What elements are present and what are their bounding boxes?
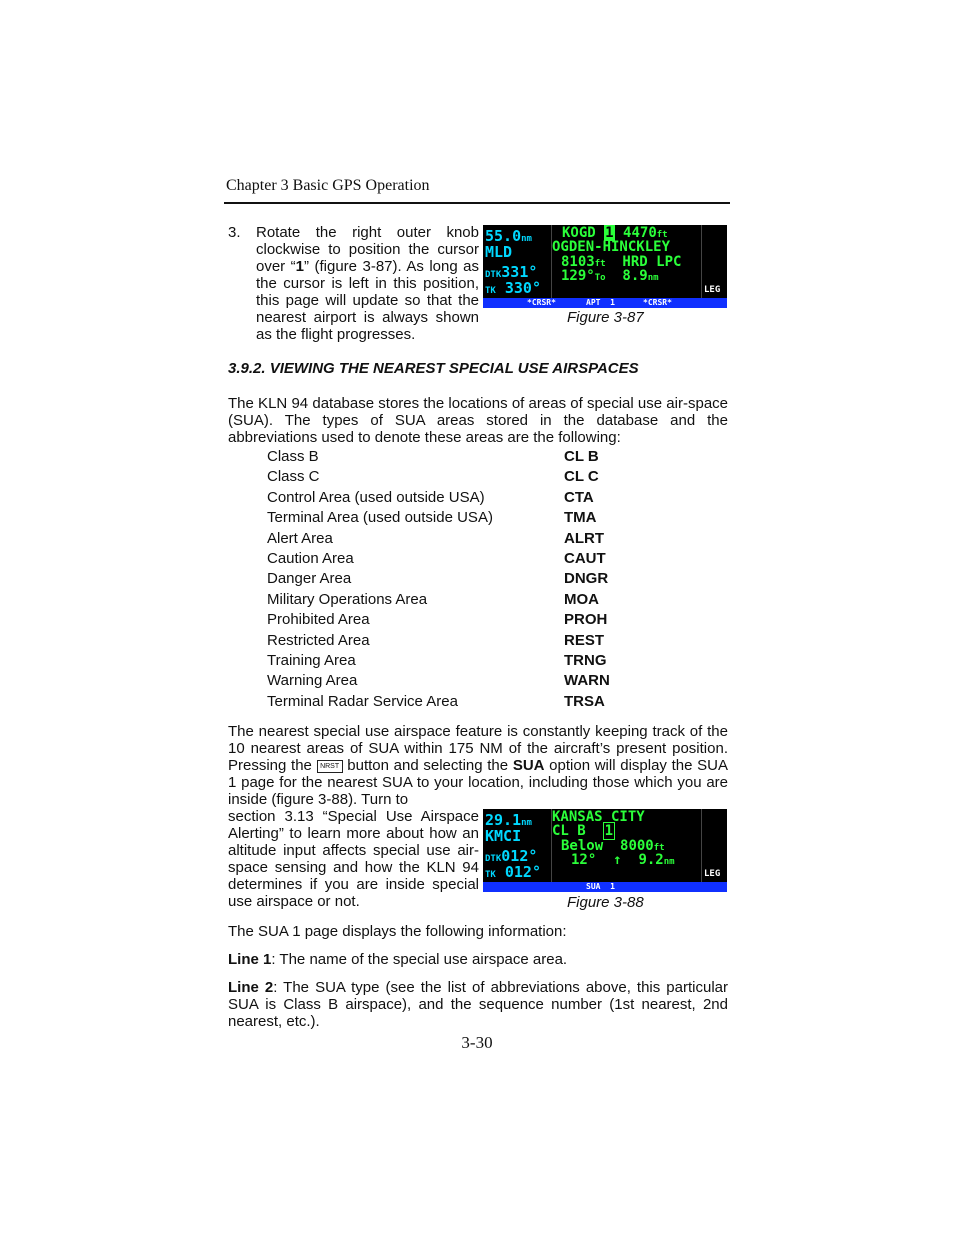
sua-type-abbreviation: REST xyxy=(564,631,605,649)
bearing-line: 12° ↑ 9.2nm xyxy=(571,852,675,868)
figure-3-88-caption: Figure 3-88 xyxy=(567,894,644,911)
sua-type-name: Military Operations Area xyxy=(267,590,428,608)
sua1-intro: The SUA 1 page displays the following information: xyxy=(228,923,567,940)
waypoint-ident: MLD xyxy=(485,243,513,261)
sua-type-abbreviation: PROH xyxy=(564,611,608,629)
sua-type-name: Alert Area xyxy=(267,529,333,547)
leg-indicator: LEG xyxy=(704,869,721,879)
sua-type-row xyxy=(267,448,667,468)
waypoint-ident: KMCI xyxy=(485,827,522,845)
step-number: 3. xyxy=(228,224,241,241)
airport-name-line: OGDEN-HINCKLEY xyxy=(552,239,671,255)
sua-type-abbreviation: WARN xyxy=(564,672,610,690)
sua-type-row xyxy=(267,672,667,692)
sua-type-name: Class C xyxy=(267,468,320,486)
sua-type-row xyxy=(267,652,667,672)
sua-type-row xyxy=(267,693,667,713)
sua-type-row xyxy=(267,509,667,529)
altitude-line: Below 8000ft xyxy=(561,838,665,854)
sua-type-abbreviation: TRSA xyxy=(564,692,605,710)
step-3-text: Rotate the right outer knob clockwise to position the cursor over “1” (figure 3-87). As long as the cursor is left in this position, this page will update so that the nearest airport is always shown as the flight progresses. xyxy=(256,224,480,343)
line1-description: Line 1: The name of the special use airspace area. xyxy=(228,951,568,968)
tk-readout: TK 330° xyxy=(485,279,541,297)
sua-type-abbreviation: TMA xyxy=(564,509,597,527)
nearest-sua-paragraph: The nearest special use airspace feature is constantly keeping track of the 10 nearest areas of SUA within 175 NM of the aircraft’s present position. Pressing the NRST button and selecting the SUA option will display the SUA 1 page for the nearest SUA to your location, including those which you are inside (figure 3-88). Turn to xyxy=(228,723,728,808)
sua-type-abbreviation: CL C xyxy=(564,468,599,486)
sequence-number: 1 xyxy=(604,823,614,839)
sua-type-abbreviation: CAUT xyxy=(564,549,606,567)
line2-description: Line 2: The SUA type (see the list of abbreviations above, this particular SUA is Class B airspace), and the sequence number (1st nearest, 2nd nearest, etc.). xyxy=(228,979,728,1030)
sua-type-row xyxy=(267,632,667,652)
sua-type-name: Control Area (used outside USA) xyxy=(267,488,485,506)
sua-type-name: Training Area xyxy=(267,651,356,669)
kln94-screen-apt1 xyxy=(483,225,727,308)
sua-name-line: KANSAS CITY xyxy=(552,809,645,825)
dtk-readout: DTK331° xyxy=(485,263,538,281)
sua-type-list xyxy=(267,448,667,713)
sua-type-abbreviation: CTA xyxy=(564,488,594,506)
sua-type-row xyxy=(267,611,667,631)
alerting-paragraph: section 3.13 “Special Use Airspace Alerting” to learn more about how an altitude input affects special use air-space sensing and how the KLN 94 determines if you are inside special use airspace or not. xyxy=(228,808,479,910)
sua-type-name: Warning Area xyxy=(267,672,358,690)
sua-type-name: Terminal Radar Service Area xyxy=(267,692,458,710)
distance-readout: 29.1nm xyxy=(485,811,532,829)
sua-type-row xyxy=(267,570,667,590)
tk-readout: TK 012° xyxy=(485,863,541,881)
status-bar: *CRSR* APT 1 *CRSR* xyxy=(483,298,727,308)
sua-type-row xyxy=(267,489,667,509)
sua-type-row xyxy=(267,530,667,550)
section-heading: 3.9.2. VIEWING THE NEAREST SPECIAL USE AIRSPACES xyxy=(228,360,639,377)
page-number: 3-30 xyxy=(461,1033,493,1052)
leg-indicator: LEG xyxy=(704,285,721,295)
sua-type-row xyxy=(267,550,667,570)
sua-type-abbreviation: MOA xyxy=(564,590,599,608)
sua-type-abbreviation: CL B xyxy=(564,448,599,465)
chapter-header: Chapter 3 Basic GPS Operation xyxy=(226,177,430,194)
sua-type-abbreviation: TRNG xyxy=(564,651,607,669)
bearing-line: 129°To 8.9nm xyxy=(561,268,659,284)
sua-type-name: Class B xyxy=(267,448,319,465)
figure-3-87-caption: Figure 3-87 xyxy=(567,309,644,326)
sua-type-name: Prohibited Area xyxy=(267,611,370,629)
status-bar: SUA 1 xyxy=(483,882,727,892)
sua-type-name: Caution Area xyxy=(267,549,354,567)
sua-type-row xyxy=(267,591,667,611)
airport-ident-line: KOGD 1 4470ft xyxy=(562,225,668,241)
sua-type-abbreviation: DNGR xyxy=(564,570,609,588)
runway-line: 8103ft HRD LPC xyxy=(561,254,682,270)
sua-type-name: Restricted Area xyxy=(267,631,370,649)
sua-type-abbreviation: ALRT xyxy=(564,529,604,547)
dtk-readout: DTK012° xyxy=(485,847,538,865)
header-rule xyxy=(224,202,730,204)
nrst-button-icon: NRST xyxy=(317,760,343,773)
sua-type-line: CL B 1 xyxy=(552,823,614,839)
distance-readout: 55.0nm xyxy=(485,227,532,245)
sua-type-name: Terminal Area (used outside USA) xyxy=(267,509,493,527)
direction-arrow-icon: ↑ xyxy=(613,852,622,868)
cursor-field[interactable]: 1 xyxy=(605,225,614,241)
kln94-screen-sua1 xyxy=(483,809,727,892)
intro-paragraph: The KLN 94 database stores the locations of areas of special use air-space (SUA). The types of SUA areas stored in the database and the abbreviations used to denote these areas are the following: xyxy=(228,395,728,446)
sua-type-row xyxy=(267,468,667,488)
sua-type-name: Danger Area xyxy=(267,570,352,588)
